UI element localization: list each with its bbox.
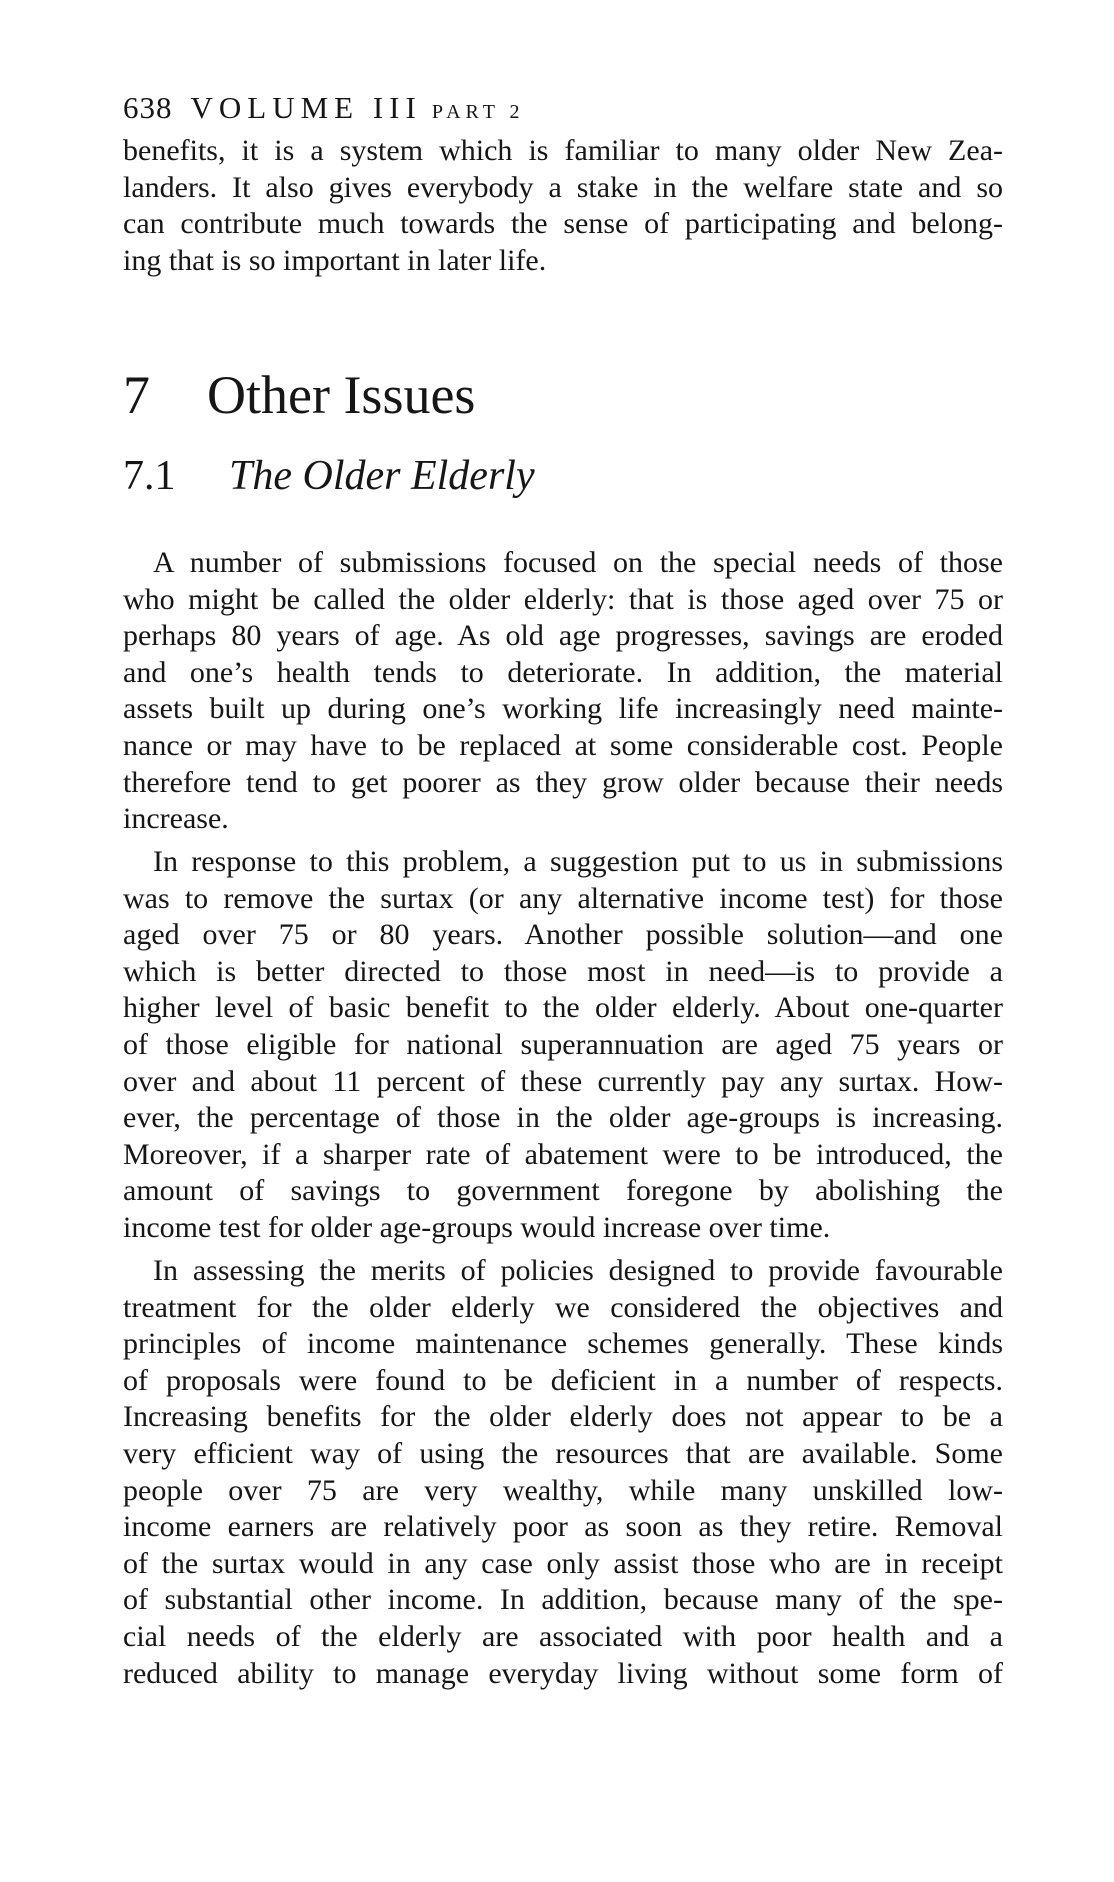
text-line: which is better directed to those most in need—is to provide a	[123, 954, 1003, 988]
running-head	[123, 92, 525, 123]
text-line: principles of income maintenance schemes generally. These kinds	[123, 1327, 1003, 1361]
section-heading	[123, 455, 535, 497]
text-line: income earners are relatively poor as soon as they retire. Removal	[123, 1510, 1003, 1544]
text-line: nance or may have to be replaced at some considerable cost. People	[123, 728, 1003, 762]
text-line: was to remove the surtax (or any alternative income test) for those	[123, 881, 1003, 915]
paragraph-3	[123, 1253, 1003, 1692]
page-number: 638	[123, 90, 173, 125]
text-line: In assessing the merits of policies designed to provide favourable	[153, 1254, 1003, 1287]
text-line: of those eligible for national superannuation are aged 75 years or	[123, 1027, 1003, 1061]
chapter-heading	[123, 365, 476, 425]
text-line: landers. It also gives everybody a stake in the welfare state and so	[123, 170, 1003, 204]
text-line: ever, the percentage of those in the older age-groups is increasing.	[123, 1101, 1003, 1135]
text-line: ing that is so important in later life.	[123, 243, 547, 277]
text-line: assets built up during one’s working life increasingly need mainte-	[123, 692, 1003, 726]
text-line: income test for older age-groups would increase over time.	[123, 1210, 831, 1244]
section-number: 7.1	[123, 453, 176, 499]
text-line: treatment for the older elderly we considered the objectives and	[123, 1290, 1003, 1324]
text-line: increase.	[123, 802, 229, 836]
text-line: benefits, it is a system which is familiar to many older New Zea-	[123, 134, 1003, 167]
paragraph-1	[123, 545, 1003, 838]
part-label: PART 2	[431, 101, 525, 123]
text-line: In response to this problem, a suggestion put to us in submissions	[153, 845, 1003, 878]
text-line: very efficient way of using the resources that are available. Some	[123, 1436, 1003, 1470]
text-line: Moreover, if a sharper rate of abatement were to be introduced, the	[123, 1137, 1003, 1171]
text-line: A number of submissions focused on the special needs of those	[153, 546, 1003, 579]
text-line: perhaps 80 years of age. As old age progresses, savings are eroded	[123, 619, 1003, 653]
text-line: amount of savings to government foregone by abolishing the	[123, 1174, 1003, 1208]
chapter-number: 7	[123, 365, 150, 425]
text-line: can contribute much towards the sense of participating and belong-	[123, 207, 1003, 241]
text-line: of substantial other income. In addition, because many of the spe-	[123, 1583, 1003, 1617]
chapter-title: Other Issues	[207, 365, 476, 425]
paragraph-2	[123, 844, 1003, 1247]
text-line: of proposals were found to be deficient in a number of respects.	[123, 1363, 1003, 1397]
text-line: of the surtax would in any case only assist those who are in receipt	[123, 1546, 1003, 1580]
intro-paragraph	[123, 133, 1003, 279]
text-line: over and about 11 percent of these currently pay any surtax. How-	[123, 1064, 1003, 1098]
text-line: people over 75 are very wealthy, while many unskilled low-	[123, 1473, 1003, 1507]
text-line: higher level of basic benefit to the older elderly. About one-quarter	[123, 991, 1003, 1025]
text-line: reduced ability to manage everyday living without some form of	[123, 1656, 1003, 1690]
text-line: cial needs of the elderly are associated with poor health and a	[123, 1619, 1003, 1653]
text-line: and one’s health tends to deteriorate. In addition, the material	[123, 655, 1003, 689]
text-line: who might be called the older elderly: that is those aged over 75 or	[123, 582, 1003, 616]
text-line: Increasing benefits for the older elderly does not appear to be a	[123, 1400, 1003, 1434]
volume-label: VOLUME III	[190, 90, 422, 125]
text-line: aged over 75 or 80 years. Another possible solution—and one	[123, 918, 1003, 952]
section-title: The Older Elderly	[229, 453, 535, 499]
text-line: therefore tend to get poorer as they grow older because their needs	[123, 765, 1003, 799]
